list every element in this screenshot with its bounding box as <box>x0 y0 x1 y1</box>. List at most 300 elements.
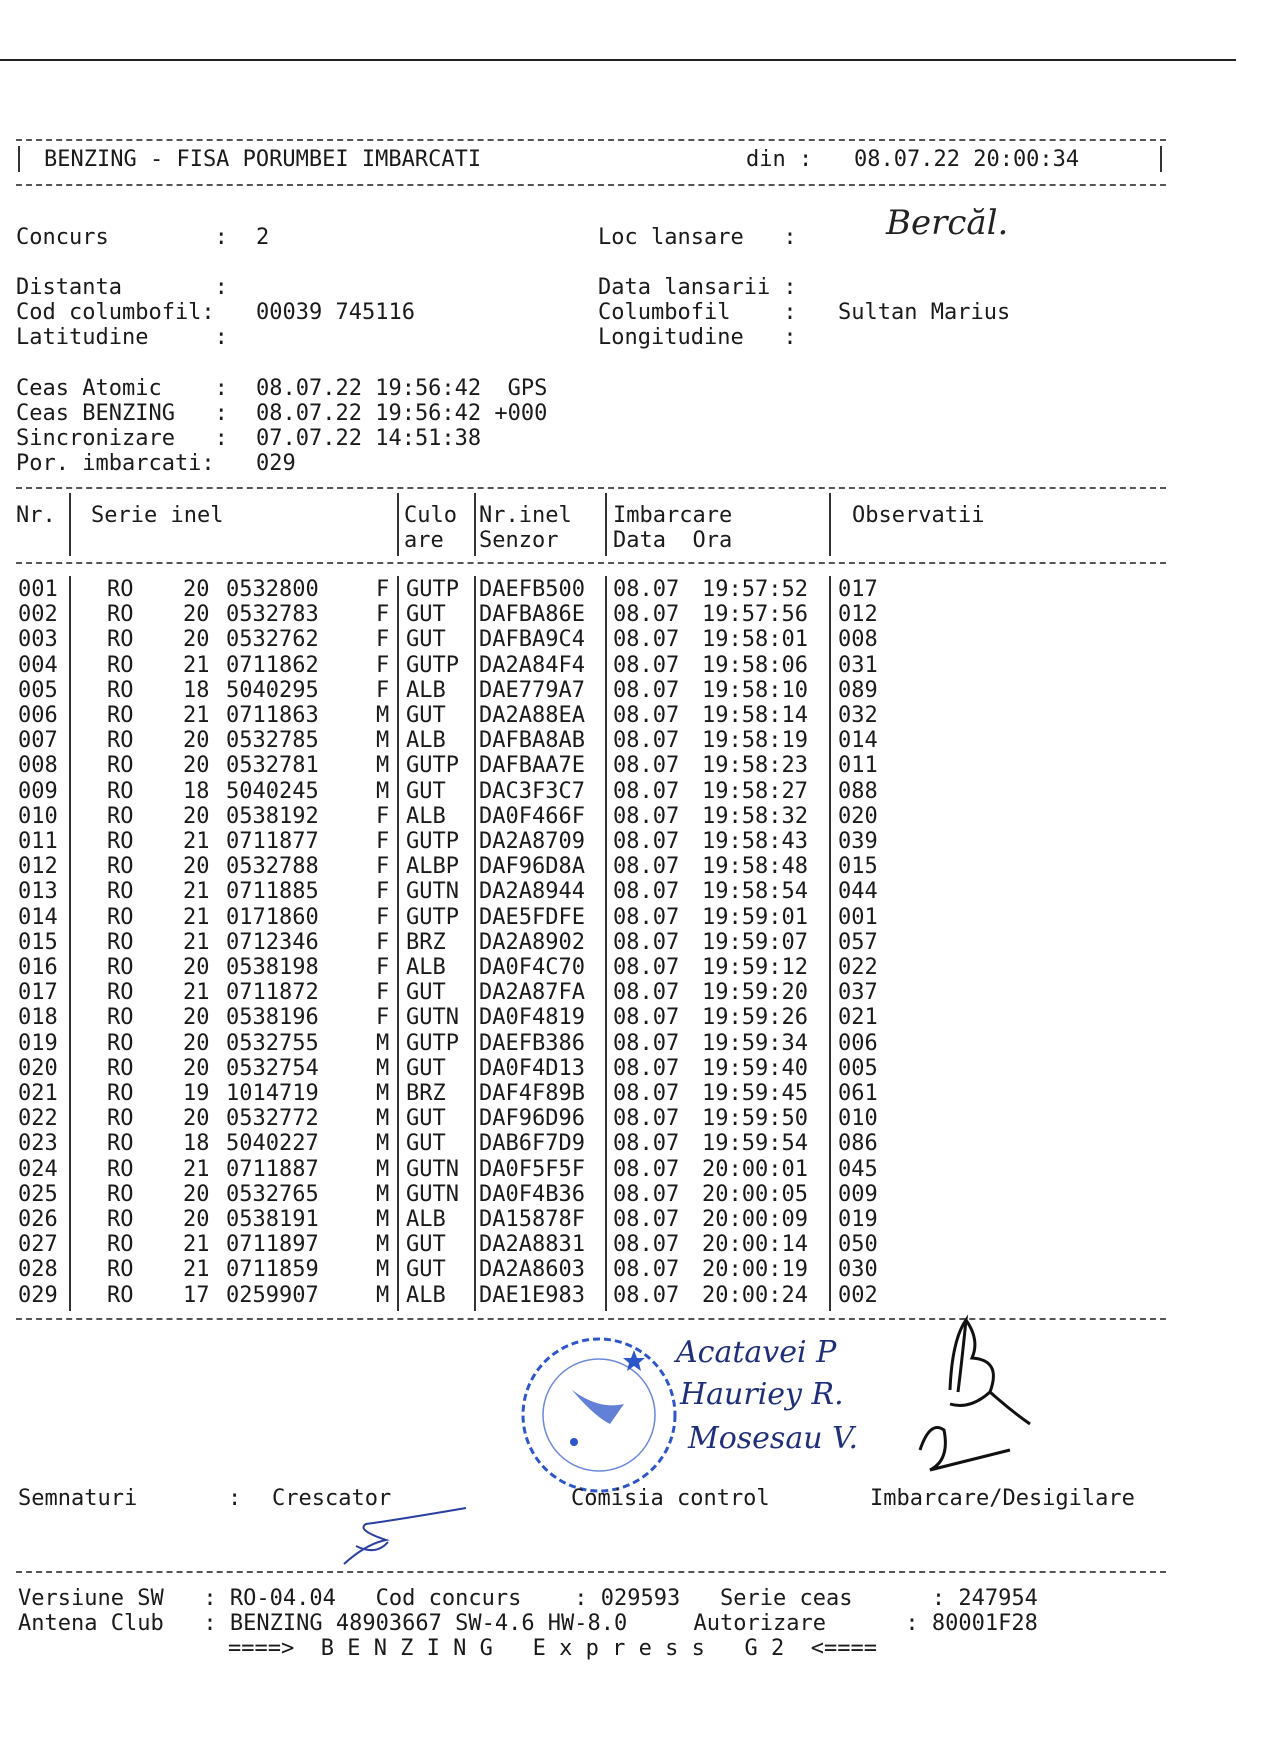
row-tara: RO <box>107 854 134 880</box>
row-data: 08.07 <box>613 753 680 779</box>
row-tara: RO <box>107 1081 134 1106</box>
row-ora: 19:58:14 <box>702 703 808 728</box>
row-tara: RO <box>107 753 134 779</box>
row-numar: 0711859 <box>226 1257 319 1283</box>
row-an: 20 <box>183 1055 210 1081</box>
row-culoare: GUT <box>406 1257 446 1283</box>
row-tara: RO <box>107 1257 134 1283</box>
row-numar: 0171860 <box>226 904 319 930</box>
ceas-benzing-label: Ceas BENZING : <box>16 401 228 426</box>
row-data: 08.07 <box>613 1181 680 1207</box>
table-row <box>0 1131 1200 1156</box>
row-culoare: GUTP <box>406 904 459 930</box>
table-col-divider <box>474 493 476 556</box>
latitudine-label: Latitudine : <box>16 325 228 350</box>
row-numar: 0259907 <box>226 1282 319 1308</box>
row-ora: 19:58:10 <box>702 677 808 703</box>
row-sex: F <box>376 879 390 905</box>
top-rule <box>0 59 1236 61</box>
row-tara: RO <box>107 1232 134 1258</box>
row-sex: F <box>376 829 390 854</box>
row-sex: M <box>376 1207 390 1232</box>
row-tara: RO <box>107 829 134 854</box>
row-data: 08.07 <box>613 1207 680 1232</box>
row-tara: RO <box>107 577 134 602</box>
row-an: 20 <box>183 955 210 980</box>
row-obs: 039 <box>838 829 878 854</box>
row-data: 08.07 <box>613 1030 680 1056</box>
row-numar: 0532765 <box>226 1181 319 1207</box>
row-numar: 0532785 <box>226 728 319 754</box>
row-culoare: GUT <box>406 1232 446 1258</box>
document-title: BENZING - FISA PORUMBEI IMBARCATI <box>44 147 482 172</box>
row-nr: 009 <box>18 778 58 804</box>
row-data: 08.07 <box>613 1055 680 1081</box>
row-senzor: DA0F4C70 <box>479 955 585 980</box>
row-sex: M <box>376 1131 390 1157</box>
row-culoare: GUTP <box>406 577 459 602</box>
row-tara: RO <box>107 1131 134 1157</box>
row-sex: M <box>376 1181 390 1207</box>
row-data: 08.07 <box>613 1005 680 1031</box>
row-obs: 010 <box>838 1106 878 1132</box>
sincronizare-value: 07.07.22 14:51:38 <box>256 426 482 451</box>
row-sex: F <box>376 904 390 930</box>
row-obs: 008 <box>838 627 878 653</box>
row-data: 08.07 <box>613 1156 680 1182</box>
row-numar: 0532762 <box>226 627 319 653</box>
columbofil-value: Sultan Marius <box>838 300 1011 325</box>
row-sex: F <box>376 602 390 628</box>
table-row <box>0 1207 1200 1232</box>
row-senzor: DA15878F <box>479 1207 585 1232</box>
row-senzor: DA0F4819 <box>479 1005 585 1031</box>
table-dash-header-bottom <box>16 562 1166 564</box>
imbarcare-desigilare-label: Imbarcare/Desigilare <box>870 1486 1135 1511</box>
row-an: 21 <box>183 703 210 728</box>
row-an: 18 <box>183 677 210 703</box>
table-row <box>0 804 1200 829</box>
row-data: 08.07 <box>613 778 680 804</box>
header-left-border <box>18 146 20 172</box>
row-obs: 088 <box>838 778 878 804</box>
row-an: 20 <box>183 577 210 602</box>
row-sex: M <box>376 703 390 728</box>
row-senzor: DAC3F3C7 <box>479 778 585 804</box>
row-numar: 5040245 <box>226 778 319 804</box>
header-right-border <box>1160 146 1162 172</box>
row-an: 19 <box>183 1081 210 1106</box>
row-ora: 19:58:43 <box>702 829 808 854</box>
row-numar: 0532788 <box>226 854 319 880</box>
row-tara: RO <box>107 1106 134 1132</box>
footer-brand-line: ====> B E N Z I N G E x p r e s s G 2 <==== <box>228 1636 878 1661</box>
col-header-observatii: Observatii <box>852 503 985 528</box>
loc-lansare-handwritten: Bercăl. <box>886 203 1009 243</box>
row-an: 21 <box>183 929 210 955</box>
col-header-nrinel: Nr.inel <box>479 503 572 528</box>
row-tara: RO <box>107 1207 134 1232</box>
row-nr: 013 <box>18 879 58 905</box>
row-numar: 0711872 <box>226 980 319 1006</box>
row-tara: RO <box>107 703 134 728</box>
porumbei-imbarcati-value: 029 <box>256 451 296 476</box>
row-numar: 5040227 <box>226 1131 319 1157</box>
din-value: 08.07.22 20:00:34 <box>854 147 1080 172</box>
row-an: 21 <box>183 829 210 854</box>
row-nr: 027 <box>18 1232 58 1258</box>
row-senzor: DAFBA8AB <box>479 728 585 754</box>
ceas-atomic-label: Ceas Atomic : <box>16 376 228 401</box>
row-data: 08.07 <box>613 980 680 1006</box>
table-col-divider <box>829 493 831 556</box>
row-an: 21 <box>183 980 210 1006</box>
row-obs: 014 <box>838 728 878 754</box>
row-tara: RO <box>107 677 134 703</box>
row-data: 08.07 <box>613 703 680 728</box>
row-an: 21 <box>183 1232 210 1258</box>
row-tara: RO <box>107 1055 134 1081</box>
row-tara: RO <box>107 955 134 980</box>
row-nr: 007 <box>18 728 58 754</box>
row-tara: RO <box>107 980 134 1006</box>
row-nr: 012 <box>18 854 58 880</box>
row-senzor: DAF96D8A <box>479 854 585 880</box>
row-obs: 032 <box>838 703 878 728</box>
row-obs: 045 <box>838 1156 878 1182</box>
row-ora: 19:59:07 <box>702 929 808 955</box>
row-sex: M <box>376 728 390 754</box>
table-dash-top <box>16 487 1166 489</box>
col-header-data-ora: Data Ora <box>613 528 733 553</box>
row-culoare: ALB <box>406 955 446 980</box>
row-ora: 19:58:06 <box>702 652 808 678</box>
row-sex: M <box>376 753 390 779</box>
footer-line-1: Versiune SW : RO-04.04 Cod concurs : 029593 Serie ceas : 247954 <box>18 1586 1038 1611</box>
row-nr: 001 <box>18 577 58 602</box>
row-tara: RO <box>107 778 134 804</box>
row-numar: 0711887 <box>226 1156 319 1182</box>
row-ora: 19:59:54 <box>702 1131 808 1157</box>
row-sex: F <box>376 627 390 653</box>
row-tara: RO <box>107 879 134 905</box>
crescator-label: Crescator <box>272 1486 392 1511</box>
row-nr: 014 <box>18 904 58 930</box>
semnaturi-label: Semnaturi <box>18 1486 138 1511</box>
row-data: 08.07 <box>613 803 680 829</box>
table-row <box>0 879 1200 904</box>
row-tara: RO <box>107 803 134 829</box>
row-nr: 011 <box>18 829 58 854</box>
col-header-nr: Nr. <box>16 503 56 528</box>
row-ora: 19:59:34 <box>702 1030 808 1056</box>
row-ora: 19:58:48 <box>702 854 808 880</box>
row-obs: 037 <box>838 980 878 1006</box>
row-obs: 015 <box>838 854 878 880</box>
round-stamp-icon <box>514 1330 684 1500</box>
table-row <box>0 728 1200 753</box>
row-numar: 1014719 <box>226 1081 319 1106</box>
sincronizare-label: Sincronizare : <box>16 426 228 451</box>
row-nr: 002 <box>18 602 58 628</box>
longitudine-label: Longitudine : <box>598 325 797 350</box>
table-row <box>0 678 1200 703</box>
table-row <box>0 1182 1200 1207</box>
table-row <box>0 602 1200 627</box>
col-header-culoare: Culo <box>404 503 457 528</box>
row-sex: M <box>376 1156 390 1182</box>
row-obs: 089 <box>838 677 878 703</box>
row-sex: M <box>376 1081 390 1106</box>
row-numar: 0532755 <box>226 1030 319 1056</box>
concurs-label: Concurs : <box>16 225 228 250</box>
cod-columbofil-value: 00039 745116 <box>256 300 415 325</box>
row-nr: 024 <box>18 1156 58 1182</box>
row-nr: 018 <box>18 1005 58 1031</box>
header-dash-top <box>16 139 1166 141</box>
row-nr: 005 <box>18 677 58 703</box>
loc-lansare-label: Loc lansare : <box>598 225 797 250</box>
row-nr: 015 <box>18 929 58 955</box>
row-senzor: DA2A8603 <box>479 1257 585 1283</box>
row-an: 18 <box>183 778 210 804</box>
row-sex: F <box>376 652 390 678</box>
row-culoare: GUTN <box>406 1181 459 1207</box>
row-nr: 026 <box>18 1207 58 1232</box>
data-lansarii-label: Data lansarii : <box>598 275 797 300</box>
table-row <box>0 627 1200 652</box>
row-an: 20 <box>183 1181 210 1207</box>
col-header-senzor: Senzor <box>479 528 559 553</box>
table-row <box>0 955 1200 980</box>
row-nr: 020 <box>18 1055 58 1081</box>
table-row <box>0 1081 1200 1106</box>
row-senzor: DA0F4D13 <box>479 1055 585 1081</box>
row-nr: 017 <box>18 980 58 1006</box>
row-sex: F <box>376 677 390 703</box>
row-obs: 012 <box>838 602 878 628</box>
row-nr: 004 <box>18 652 58 678</box>
row-obs: 030 <box>838 1257 878 1283</box>
row-ora: 19:59:20 <box>702 980 808 1006</box>
table-row <box>0 1056 1200 1081</box>
table-row <box>0 703 1200 728</box>
row-an: 20 <box>183 1207 210 1232</box>
row-numar: 0711862 <box>226 652 319 678</box>
row-data: 08.07 <box>613 577 680 602</box>
row-senzor: DAEFB386 <box>479 1030 585 1056</box>
row-ora: 19:59:45 <box>702 1081 808 1106</box>
row-culoare: BRZ <box>406 1081 446 1106</box>
row-an: 20 <box>183 1030 210 1056</box>
comisia-control-label: Comisia control <box>571 1486 770 1511</box>
row-ora: 19:59:40 <box>702 1055 808 1081</box>
row-data: 08.07 <box>613 929 680 955</box>
row-tara: RO <box>107 1005 134 1031</box>
row-culoare: ALB <box>406 677 446 703</box>
col-header-serie: Serie inel <box>91 503 224 528</box>
table-row <box>0 1106 1200 1131</box>
row-an: 21 <box>183 1257 210 1283</box>
row-nr: 025 <box>18 1181 58 1207</box>
row-data: 08.07 <box>613 854 680 880</box>
row-senzor: DAFBAA7E <box>479 753 585 779</box>
row-an: 20 <box>183 803 210 829</box>
row-an: 21 <box>183 904 210 930</box>
row-numar: 0532754 <box>226 1055 319 1081</box>
row-culoare: GUT <box>406 1106 446 1132</box>
row-culoare: GUT <box>406 627 446 653</box>
row-senzor: DA2A84F4 <box>479 652 585 678</box>
row-an: 21 <box>183 1156 210 1182</box>
row-numar: 0538198 <box>226 955 319 980</box>
columbofil-label: Columbofil : <box>598 300 797 325</box>
table-row <box>0 577 1200 602</box>
signature-scribble-icon <box>910 1300 1060 1480</box>
row-senzor: DAE779A7 <box>479 677 585 703</box>
semnaturi-colon: : <box>228 1486 242 1511</box>
signature-name-1: Acatavei P <box>676 1335 837 1370</box>
table-row <box>0 1031 1200 1056</box>
row-an: 20 <box>183 728 210 754</box>
row-ora: 19:59:01 <box>702 904 808 930</box>
row-sex: F <box>376 929 390 955</box>
row-sex: M <box>376 1030 390 1056</box>
row-culoare: GUTP <box>406 652 459 678</box>
row-obs: 031 <box>838 652 878 678</box>
row-culoare: GUTP <box>406 753 459 779</box>
row-obs: 002 <box>838 1282 878 1308</box>
row-obs: 019 <box>838 1207 878 1232</box>
row-ora: 20:00:19 <box>702 1257 808 1283</box>
row-sex: F <box>376 577 390 602</box>
row-culoare: GUTN <box>406 1156 459 1182</box>
table-row <box>0 905 1200 930</box>
row-data: 08.07 <box>613 627 680 653</box>
row-sex: M <box>376 1282 390 1308</box>
row-ora: 19:58:27 <box>702 778 808 804</box>
distanta-label: Distanta : <box>16 275 228 300</box>
row-ora: 19:58:54 <box>702 879 808 905</box>
table-row <box>0 854 1200 879</box>
table-col-divider <box>605 493 607 556</box>
row-culoare: ALB <box>406 1282 446 1308</box>
row-sex: F <box>376 854 390 880</box>
row-data: 08.07 <box>613 879 680 905</box>
row-obs: 086 <box>838 1131 878 1157</box>
row-ora: 19:58:32 <box>702 803 808 829</box>
row-senzor: DAF96D96 <box>479 1106 585 1132</box>
row-culoare: GUT <box>406 703 446 728</box>
table-row <box>0 1232 1200 1257</box>
row-numar: 0711863 <box>226 703 319 728</box>
row-ora: 19:57:52 <box>702 577 808 602</box>
row-culoare: ALBP <box>406 854 459 880</box>
row-culoare: GUTN <box>406 1005 459 1031</box>
table-col-divider <box>397 493 399 556</box>
cod-columbofil-label: Cod columbofil: <box>16 300 215 325</box>
row-culoare: GUTP <box>406 1030 459 1056</box>
row-data: 08.07 <box>613 677 680 703</box>
row-data: 08.07 <box>613 1282 680 1308</box>
signature-name-3: Mosesau V. <box>688 1421 859 1456</box>
row-an: 21 <box>183 652 210 678</box>
row-sex: M <box>376 778 390 804</box>
table-row <box>0 1257 1200 1282</box>
row-data: 08.07 <box>613 652 680 678</box>
row-sex: F <box>376 955 390 980</box>
table-row <box>0 1157 1200 1182</box>
row-tara: RO <box>107 627 134 653</box>
row-ora: 19:58:23 <box>702 753 808 779</box>
row-senzor: DA0F5F5F <box>479 1156 585 1182</box>
row-senzor: DAE5FDFE <box>479 904 585 930</box>
row-senzor: DA2A8831 <box>479 1232 585 1258</box>
row-ora: 20:00:09 <box>702 1207 808 1232</box>
row-culoare: GUTP <box>406 829 459 854</box>
row-tara: RO <box>107 652 134 678</box>
row-senzor: DA2A8709 <box>479 829 585 854</box>
row-nr: 010 <box>18 803 58 829</box>
row-ora: 19:58:19 <box>702 728 808 754</box>
row-senzor: DA0F466F <box>479 803 585 829</box>
row-numar: 0532772 <box>226 1106 319 1132</box>
row-obs: 020 <box>838 803 878 829</box>
row-obs: 009 <box>838 1181 878 1207</box>
row-data: 08.07 <box>613 955 680 980</box>
row-data: 08.07 <box>613 602 680 628</box>
row-data: 08.07 <box>613 728 680 754</box>
row-senzor: DA2A87FA <box>479 980 585 1006</box>
row-ora: 20:00:14 <box>702 1232 808 1258</box>
row-nr: 022 <box>18 1106 58 1132</box>
row-culoare: GUT <box>406 980 446 1006</box>
row-nr: 021 <box>18 1081 58 1106</box>
row-an: 20 <box>183 627 210 653</box>
row-nr: 006 <box>18 703 58 728</box>
row-numar: 0712346 <box>226 929 319 955</box>
row-ora: 19:59:50 <box>702 1106 808 1132</box>
row-ora: 19:59:26 <box>702 1005 808 1031</box>
row-obs: 061 <box>838 1081 878 1106</box>
concurs-value: 2 <box>256 225 270 250</box>
row-nr: 029 <box>18 1282 58 1308</box>
row-data: 08.07 <box>613 1106 680 1132</box>
row-data: 08.07 <box>613 904 680 930</box>
row-numar: 0711897 <box>226 1232 319 1258</box>
row-culoare: GUT <box>406 778 446 804</box>
row-senzor: DA0F4B36 <box>479 1181 585 1207</box>
row-senzor: DAF4F89B <box>479 1081 585 1106</box>
row-sex: M <box>376 1232 390 1258</box>
row-sex: M <box>376 1257 390 1283</box>
row-an: 20 <box>183 854 210 880</box>
row-an: 20 <box>183 753 210 779</box>
row-senzor: DA2A8944 <box>479 879 585 905</box>
ceas-atomic-value: 08.07.22 19:56:42 GPS <box>256 376 548 401</box>
footer-dash <box>16 1571 1166 1573</box>
row-obs: 044 <box>838 879 878 905</box>
row-ora: 19:58:01 <box>702 627 808 653</box>
row-numar: 0532800 <box>226 577 319 602</box>
table-col-divider <box>69 493 71 556</box>
row-senzor: DAFBA86E <box>479 602 585 628</box>
row-nr: 003 <box>18 627 58 653</box>
table-row <box>0 829 1200 854</box>
row-obs: 057 <box>838 929 878 955</box>
row-culoare: GUT <box>406 602 446 628</box>
row-nr: 016 <box>18 955 58 980</box>
